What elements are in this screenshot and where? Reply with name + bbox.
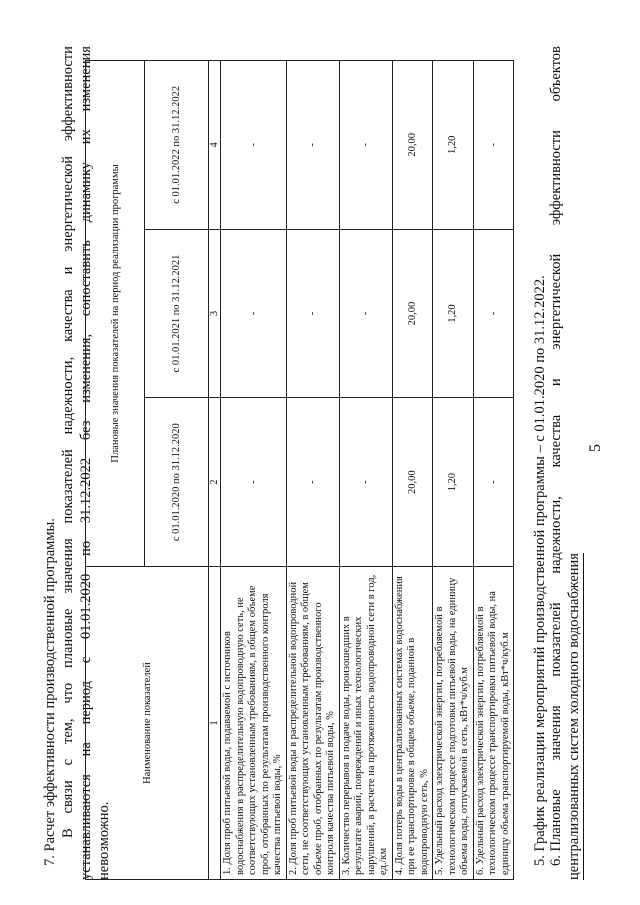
word: энергетической <box>548 253 564 350</box>
word: В <box>60 828 76 838</box>
indicator-name: 1. Доля проб питьевой воды, подаваемой с источников водоснабжения в распределительную водопроводную сеть, не соответствующих установленным требованиям, в общем объеме проб, отобранных по результатам производственного контроля качества питьевой воды, % <box>221 567 287 880</box>
indicator-name: 5. Удельный расход электрической энергии, потребляемой в технологическом процессе подготовки питьевой воды, на единицу объема воды, отпускаемой в сеть, кВт*ч/куб.м <box>433 567 474 880</box>
page-number: 5 <box>587 444 604 452</box>
value-cell: - <box>286 398 339 567</box>
header-indicator-name: Наименование показателей <box>86 567 209 880</box>
header-planned-values: Плановые значения показателей на период реализации программы <box>86 61 145 567</box>
word: плановые <box>60 608 76 668</box>
indicator-name: 4. Доля потерь воды в централизованных системах водоснабжения при ее транспортировке в общем объеме, поданной в водопроводную сеть, % <box>392 567 433 880</box>
indicators-table <box>85 60 514 880</box>
column-number: 4 <box>209 61 221 230</box>
value-cell: - <box>339 61 392 230</box>
word: их <box>78 129 94 145</box>
word: сопоставить <box>78 240 94 317</box>
word: и <box>548 378 564 387</box>
column-number: 3 <box>209 229 221 398</box>
table-row <box>433 61 474 880</box>
table-row <box>221 61 287 880</box>
value-cell: - <box>339 229 392 398</box>
word: и <box>60 266 76 275</box>
table-row <box>392 61 433 880</box>
value-cell: - <box>473 398 514 567</box>
word: по <box>78 540 94 556</box>
word: показателей <box>60 449 76 524</box>
value-cell: - <box>339 398 392 567</box>
word: что <box>60 682 76 704</box>
value-cell: - <box>221 398 287 567</box>
word: надежности, <box>548 496 564 574</box>
table-row <box>286 61 339 880</box>
word: 6. Плановые <box>548 789 564 866</box>
word: изменения, <box>78 333 94 403</box>
word: показателей <box>548 602 564 677</box>
paragraph-line-3: невозможно. <box>96 801 112 880</box>
word: на <box>78 742 94 757</box>
column-number: 2 <box>209 398 221 567</box>
value-cell: 1,20 <box>433 229 474 398</box>
column-number: 1 <box>209 567 221 880</box>
word: объектов <box>548 46 564 102</box>
rotated-document-sheet <box>40 40 600 880</box>
word: значения <box>548 705 564 761</box>
table-row <box>473 61 514 880</box>
word: эффективности <box>548 130 564 226</box>
header-period-2022: с 01.01.2022 по 31.12.2022 <box>145 61 209 230</box>
indicator-name: 2. Доля проб питьевой воды в распределительной водопроводной сети, не соответствующих установленным требованиям, в общем объеме проб, отобранных по результатам производственного контроля качества питьевой воды, % <box>286 567 339 880</box>
value-cell: 20,00 <box>392 398 433 567</box>
word: изменения <box>78 46 94 112</box>
section-5-heading: 5. График реализации мероприятий производственной программы – с 01.01.2020 по 31.12.2022. <box>532 275 548 866</box>
word: качества <box>548 414 564 468</box>
word: эффективности <box>60 46 76 142</box>
word: тем, <box>60 718 76 745</box>
value-cell: - <box>473 61 514 230</box>
word: значения <box>60 538 76 594</box>
indicators-table-wrapper <box>85 60 525 880</box>
column-numbers-row <box>209 61 221 880</box>
paragraph-line-1 <box>60 46 77 838</box>
word: без <box>78 420 94 441</box>
word: устанавливаются <box>78 774 94 880</box>
section-7-heading: 7. Расчет эффективности производственной программы. <box>42 518 58 866</box>
indicator-name: 3. Количество перерывов в подаче воды, произошедших в результате аварий, повреждений и иных технологических нарушений, в расчете на протяженность водопроводной сети в год, ед./км <box>339 567 392 880</box>
value-cell: - <box>286 229 339 398</box>
word: надежности, <box>60 356 76 435</box>
value-cell: 1,20 <box>433 398 474 567</box>
value-cell: - <box>286 61 339 230</box>
header-period-2021: с 01.01.2021 по 31.12.2021 <box>145 229 209 398</box>
value-cell: - <box>221 61 287 230</box>
value-cell: - <box>473 229 514 398</box>
header-period-2020: с 01.01.2020 по 31.12.2020 <box>145 398 209 567</box>
value-cell: 1,20 <box>433 61 474 230</box>
word: качества <box>60 289 76 342</box>
value-cell: 20,00 <box>392 61 433 230</box>
word: 31.12.2022 <box>78 457 94 524</box>
word: период <box>78 680 94 725</box>
section-6-heading <box>548 46 565 866</box>
word: связи <box>60 780 76 814</box>
table-row <box>339 61 392 880</box>
value-cell: - <box>221 229 287 398</box>
value-cell: 20,00 <box>392 229 433 398</box>
word: энергетической <box>60 155 76 252</box>
indicator-name: 6. Удельный расход электрической энергии, потребляемой в технологическом процессе транспортировки питьевой воды, на единицу объема транспортируемой воды, кВт*ч/куб.м <box>473 567 514 880</box>
word: с <box>78 656 94 664</box>
word: динамику <box>78 161 94 223</box>
word: с <box>60 758 76 766</box>
word: 01.01.2020 <box>78 573 94 639</box>
section-6-heading-continuation: централизованных систем холодного водоснабжения <box>566 553 582 880</box>
header-row <box>86 61 145 880</box>
